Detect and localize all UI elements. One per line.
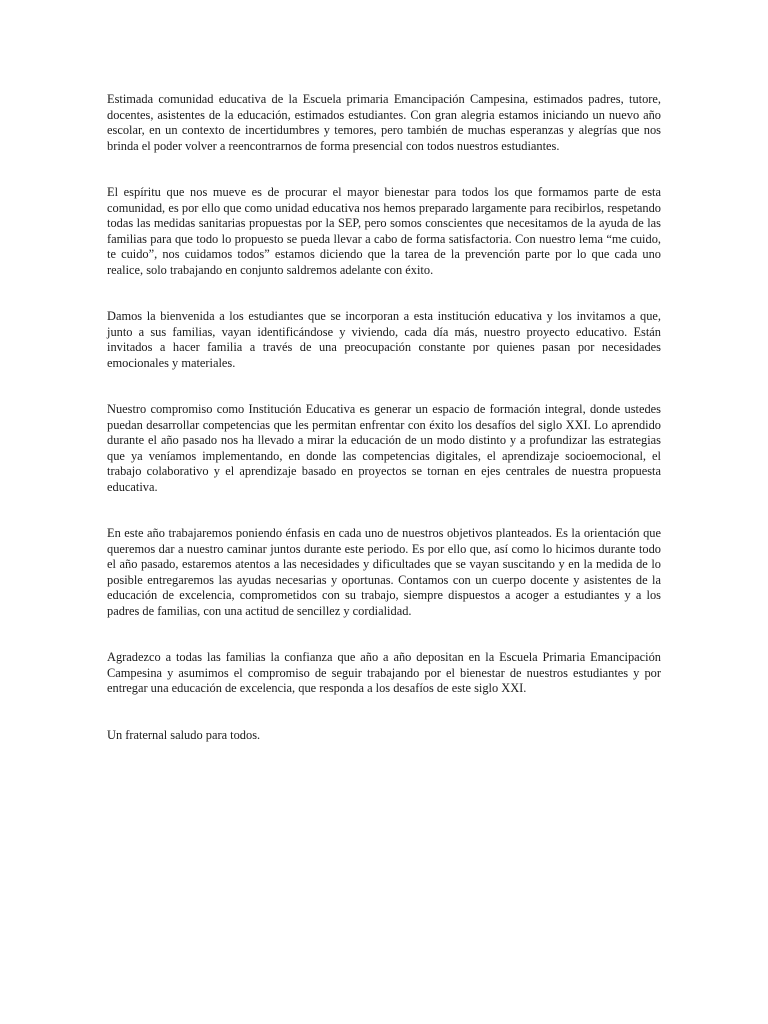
paragraph-commitment: Nuestro compromiso como Institución Educativa es generar un espacio de formación integral, donde ustedes puedan desarrollar competencias que les permitan enfrentar con éxito los desafíos del siglo XXI. Lo aprendido durante el año pasado nos ha llevado a mirar la educación de un modo distinto y a profundizar las estrategias que ya veníamos implementando, en donde las competencias digitales, el aprendizaje socioemocional, el trabajo colaborativo y el aprendizaje basado en proyectos se tornan en ejes centrales de nuestra propuesta educativa. [107, 402, 661, 494]
paragraph-thanks: Agradezco a todas las familias la confianza que año a año depositan en la Escuela Primaria Emancipación Campesina y asumimos el compromiso de seguir trabajando por el bienestar de nuestros estudiantes y por entregar una educación de excelencia, que responda a los desafíos de este siglo XXI. [107, 650, 661, 695]
paragraph-spirit: El espíritu que nos mueve es de procurar el mayor bienestar para todos los que formamos parte de esta comunidad, es por ello que como unidad educativa nos hemos preparado largamente para recibirlos, respetando todas las medidas sanitarias propuestas por la SEP, pero somos conscientes que necesitamos de la ayuda de las familias para que todo lo propuesto se pueda llevar a cabo de forma satisfactoria. Con nuestro lema “me cuido, te cuido”, nos cuidamos todos” estamos diciendo que la tarea de la prevención parte por lo que cada uno realice, solo trabajando en conjunto saldremos adelante con éxito. [107, 185, 661, 277]
paragraph-welcome: Damos la bienvenida a los estudiantes que se incorporan a esta institución educativa y los invitamos a que, junto a sus familias, vayan identificándose y viviendo, cada día más, nuestro proyecto educativo. Están invitados a hacer familia a través de una preocupación constante por quienes pasan por necesidades emocionales y materiales. [107, 309, 661, 370]
paragraph-greeting: Estimada comunidad educativa de la Escuela primaria Emancipación Campesina, estimados padres, tutore, docentes, asistentes de la educación, estimados estudiantes. Con gran alegria estamos iniciando un nuevo año escolar, en un contexto de incertidumbres y temores, pero también de muchas esperanzas y alegrías que nos brinda el poder volver a reencontrarnos de forma presencial con todos nuestros estudiantes. [107, 92, 661, 153]
paragraph-closing: Un fraternal saludo para todos. [107, 727, 261, 742]
paragraph-objectives: En este año trabajaremos poniendo énfasis en cada uno de nuestros objetivos planteados. Es la orientación que queremos dar a nuestro caminar juntos durante este periodo. Es por ello que, así como lo hicimos durante todo el año pasado, estaremos atentos a las necesidades y dificultades que se vayan suscitando y en la medida de lo posible entregaremos las ayudas necesarias y oportunas. Contamos con un cuerpo docente y asistentes de la educación de excelencia, comprometidos con su trabajo, siempre dispuestos a acoger a estudiantes y a los padres de familias, con una actitud de sencillez y cordialidad. [107, 526, 661, 618]
letter-body [107, 92, 661, 774]
